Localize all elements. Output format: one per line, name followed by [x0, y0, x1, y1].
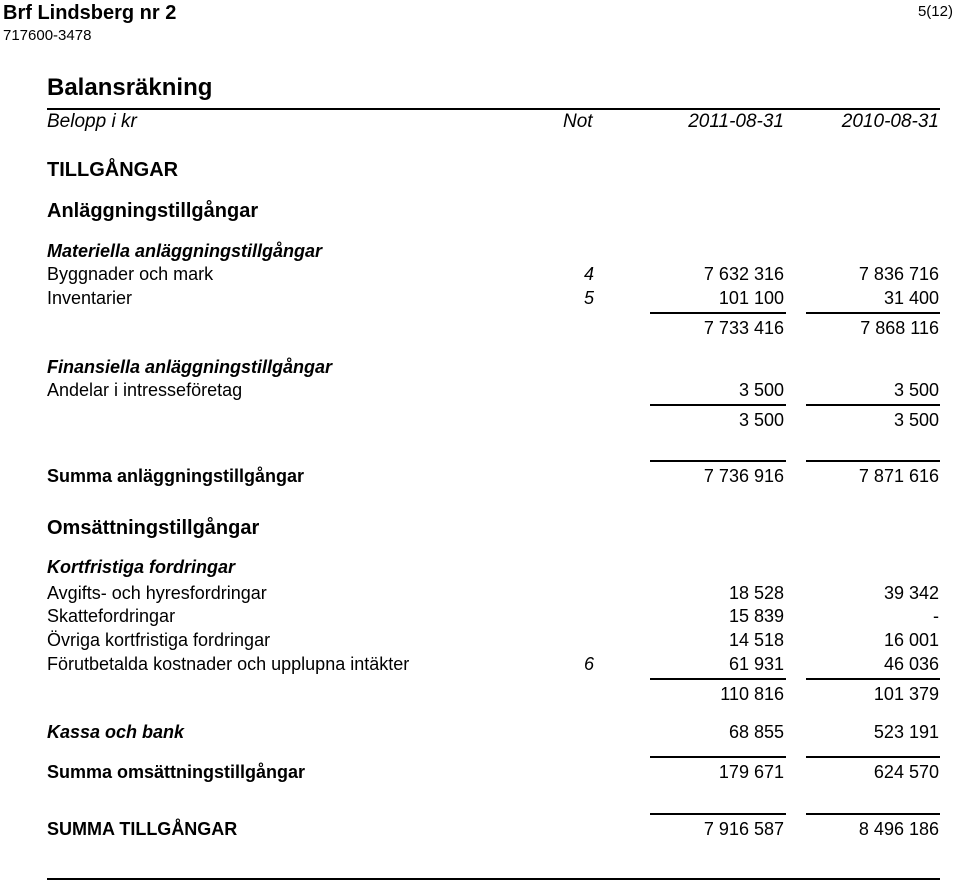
- total-rule: [806, 756, 940, 758]
- row-previous-value: 39 342: [883, 583, 939, 603]
- row-current-value: 101 100: [718, 288, 784, 308]
- row-previous-value: -: [933, 606, 939, 626]
- previous-year-column-header: 2010-08-31: [841, 111, 939, 132]
- total-rule: [806, 460, 940, 462]
- footer-rule: [47, 878, 940, 880]
- total-rule: [650, 756, 786, 758]
- row-current-value: 3 500: [738, 380, 784, 400]
- subtotal-previous: 101 379: [873, 684, 939, 704]
- row-current-value: 15 839: [728, 606, 784, 626]
- subtotal-rule: [806, 312, 940, 314]
- row-note: 4: [584, 264, 595, 284]
- current-assets-total-label: Summa omsättningstillgångar: [47, 762, 306, 782]
- fixed-assets-total-label: Summa anläggningstillgångar: [47, 466, 305, 486]
- organization-name: Brf Lindsberg nr 2: [3, 2, 177, 24]
- grand-total-previous: 8 496 186: [858, 819, 939, 839]
- row-label: Förutbetalda kostnader och upplupna intäkter: [47, 654, 410, 674]
- fixed-assets-total-current: 7 736 916: [703, 466, 784, 486]
- fixed-assets-heading: Anläggningstillgångar: [47, 200, 259, 222]
- row-current-value: 18 528: [728, 583, 784, 603]
- grand-total-rule: [650, 813, 786, 815]
- subtotal-current: 7 733 416: [703, 318, 784, 338]
- row-current-value: 7 632 316: [703, 264, 784, 284]
- subtotal-current: 110 816: [720, 684, 784, 704]
- subtotal-previous: 3 500: [893, 410, 939, 430]
- subtotal-previous: 7 868 116: [860, 318, 939, 338]
- assets-heading: TILLGÅNGAR: [47, 159, 179, 181]
- row-label: Övriga kortfristiga fordringar: [47, 630, 271, 650]
- row-current-value: 61 931: [728, 654, 784, 674]
- total-rule: [650, 460, 786, 462]
- grand-total-rule: [806, 813, 940, 815]
- row-current-value: 14 518: [728, 630, 784, 650]
- subtotal-rule: [806, 678, 940, 680]
- page-number: 5(12): [917, 3, 953, 20]
- receivables-heading: Kortfristiga fordringar: [47, 557, 236, 577]
- subtotal-rule: [650, 404, 786, 406]
- row-previous-value: 16 001: [883, 630, 939, 650]
- subtotal-rule: [650, 678, 786, 680]
- current-year-column-header: 2011-08-31: [688, 111, 784, 132]
- row-note: 6: [584, 654, 595, 674]
- row-note: 5: [584, 288, 595, 308]
- row-previous-value: 3 500: [893, 380, 939, 400]
- cash-previous: 523 191: [873, 722, 939, 742]
- title-rule: [47, 108, 940, 110]
- row-previous-value: 46 036: [883, 654, 939, 674]
- financial-assets-heading: Finansiella anläggningstillgångar: [47, 357, 333, 377]
- note-column-header: Not: [563, 111, 593, 132]
- cash-label: Kassa och bank: [47, 722, 185, 742]
- row-label: Avgifts- och hyresfordringar: [47, 583, 267, 603]
- current-assets-total-current: 179 671: [718, 762, 784, 782]
- row-previous-value: 31 400: [883, 288, 939, 308]
- subtotal-current: 3 500: [738, 410, 784, 430]
- row-label: Inventarier: [47, 288, 133, 308]
- tangible-assets-heading: Materiella anläggningstillgångar: [47, 241, 323, 261]
- fixed-assets-total-previous: 7 871 616: [858, 466, 939, 486]
- row-label: Byggnader och mark: [47, 264, 214, 284]
- page-title: Balansräkning: [47, 74, 213, 101]
- cash-current: 68 855: [728, 722, 784, 742]
- subtotal-rule: [650, 312, 786, 314]
- row-label: Skattefordringar: [47, 606, 176, 626]
- grand-total-label: SUMMA TILLGÅNGAR: [47, 819, 238, 839]
- grand-total-current: 7 916 587: [703, 819, 784, 839]
- subtotal-rule: [806, 404, 940, 406]
- organization-number: 717600-3478: [3, 27, 92, 44]
- current-assets-heading: Omsättningstillgångar: [47, 517, 260, 539]
- current-assets-total-previous: 624 570: [873, 762, 939, 782]
- row-label: Andelar i intresseföretag: [47, 380, 243, 400]
- row-previous-value: 7 836 716: [858, 264, 939, 284]
- amount-unit-label: Belopp i kr: [47, 111, 137, 132]
